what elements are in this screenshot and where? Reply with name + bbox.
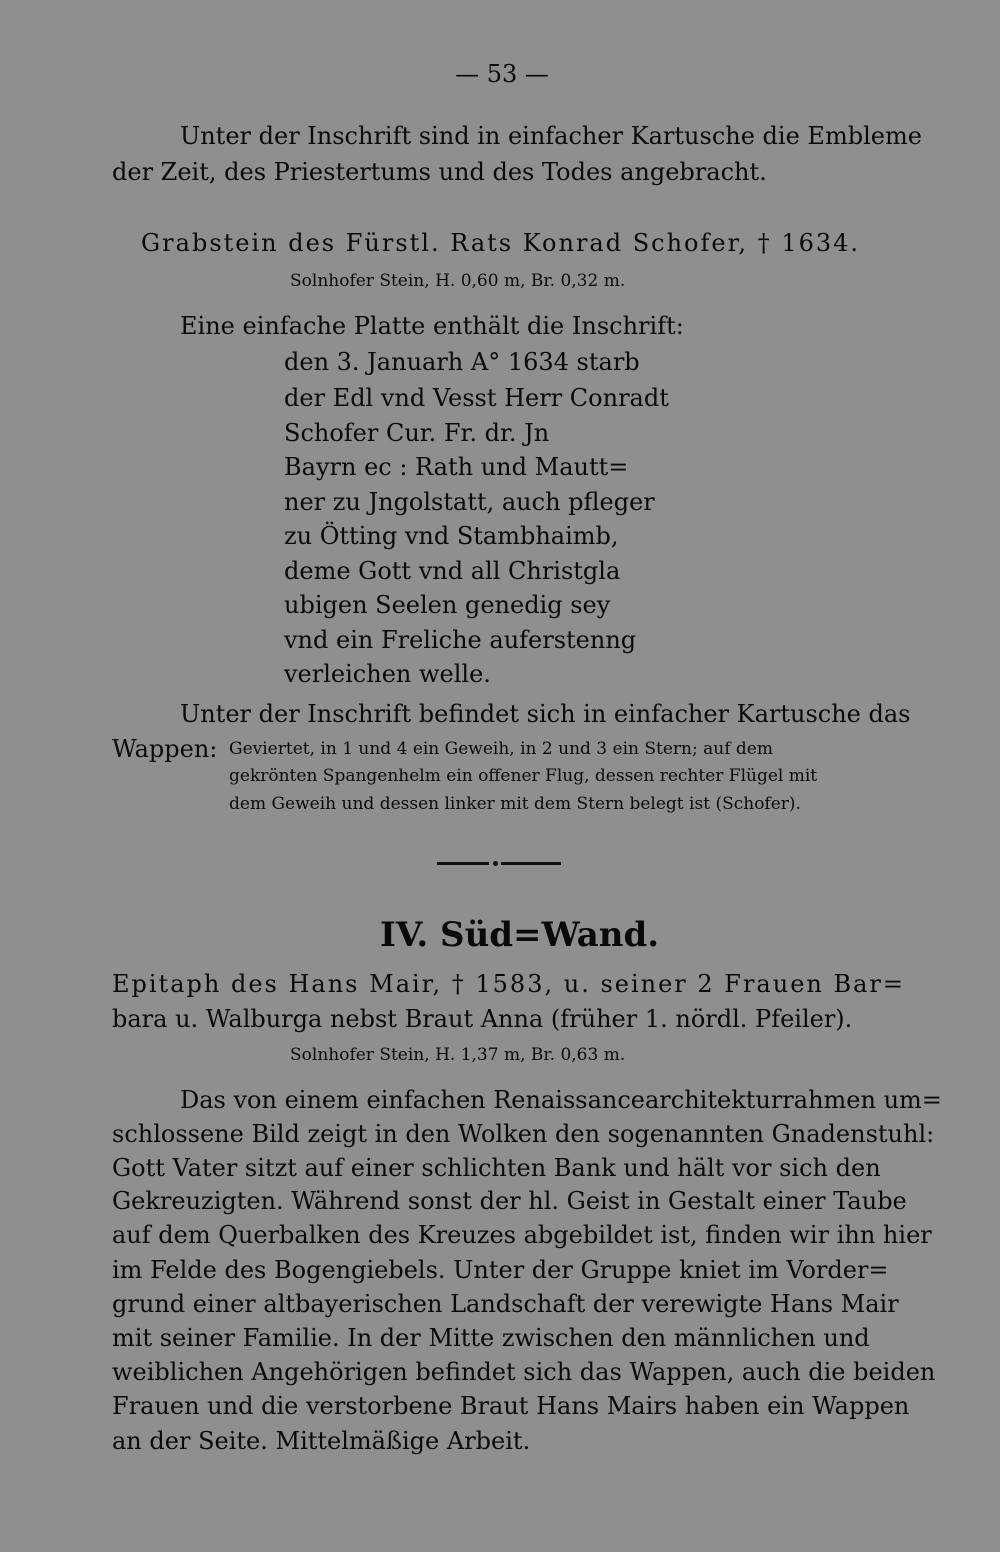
inscription-line: deme Gott vnd all Christgla [284, 557, 621, 585]
paragraph-line: Gekreuzigten. Während sonst der hl. Geist in Gestalt einer Taube [112, 1187, 907, 1215]
inscription-line: der Edl vnd Vesst Herr Conradt [284, 384, 669, 412]
wappen-description: dem Geweih und dessen linker mit dem Stern belegt ist (Schofer). [229, 794, 801, 814]
inscription-line: zu Ötting vnd Stambhaimb, [284, 522, 619, 550]
inscription-line: ubigen Seelen genedig sey [284, 591, 611, 619]
section-heading: IV. Süd=Wand. [380, 915, 660, 955]
paragraph-line: Das von einem einfachen Renaissancearchitekturrahmen um= [180, 1086, 942, 1114]
paragraph-line: Unter der Inschrift sind in einfacher Kartusche die Embleme [180, 122, 922, 150]
inscription-line: verleichen welle. [284, 660, 491, 688]
section-divider-ornament [437, 861, 561, 865]
inscription-line: vnd ein Freliche auferstenng [284, 626, 637, 654]
paragraph-line: auf dem Querbalken des Kreuzes abgebildet ist, finden wir ihn hier [112, 1221, 932, 1249]
paragraph-line: im Felde des Bogengiebels. Unter der Gruppe kniet im Vorder= [112, 1256, 889, 1284]
inscription-intro: Eine einfache Platte enthält die Inschrift: [180, 312, 684, 340]
paragraph-line: Unter der Inschrift befindet sich in einfacher Kartusche das [180, 700, 911, 728]
paragraph-line: Gott Vater sitzt auf einer schlichten Bank und hält vor sich den [112, 1154, 881, 1182]
paragraph-line: weiblichen Angehörigen befindet sich das Wappen, auch die beiden [112, 1358, 936, 1386]
wappen-description: Geviertet, in 1 und 4 ein Geweih, in 2 und 3 ein Stern; auf dem [229, 739, 773, 759]
paragraph-line: Frauen und die verstorbene Braut Hans Mairs haben ein Wappen [112, 1392, 910, 1420]
paragraph-line: an der Seite. Mittelmäßige Arbeit. [112, 1427, 531, 1455]
entry-title: Grabstein des Fürstl. Rats Konrad Schofer, † 1634. [141, 229, 861, 257]
paragraph-line: schlossene Bild zeigt in den Wolken den sogenannten Gnadenstuhl: [112, 1120, 935, 1148]
wappen-label: Wappen: [112, 735, 218, 763]
entry-title: Epitaph des Hans Mair, † 1583, u. seiner 2 Frauen Bar= [112, 970, 906, 998]
wappen-description: gekrönten Spangenhelm ein offener Flug, dessen rechter Flügel mit [229, 766, 818, 786]
inscription-line: ner zu Jngolstatt, auch pfleger [284, 488, 655, 516]
paragraph-line: mit seiner Familie. In der Mitte zwischen den männlichen und [112, 1324, 870, 1352]
inscription-line: den 3. Januarh A° 1634 starb [284, 348, 640, 376]
paragraph-line: grund einer altbayerischen Landschaft der verewigte Hans Mair [112, 1290, 899, 1318]
entry-material: Solnhofer Stein, H. 0,60 m, Br. 0,32 m. [290, 271, 626, 291]
entry-material: Solnhofer Stein, H. 1,37 m, Br. 0,63 m. [290, 1045, 626, 1065]
page-number: — 53 — [455, 60, 549, 88]
paragraph-line: der Zeit, des Priestertums und des Todes angebracht. [112, 158, 767, 186]
inscription-line: Schofer Cur. Fr. dr. Jn [284, 419, 550, 447]
entry-title: bara u. Walburga nebst Braut Anna (früher 1. nördl. Pfeiler). [112, 1005, 853, 1033]
inscription-line: Bayrn ec : Rath und Mautt= [284, 453, 629, 481]
